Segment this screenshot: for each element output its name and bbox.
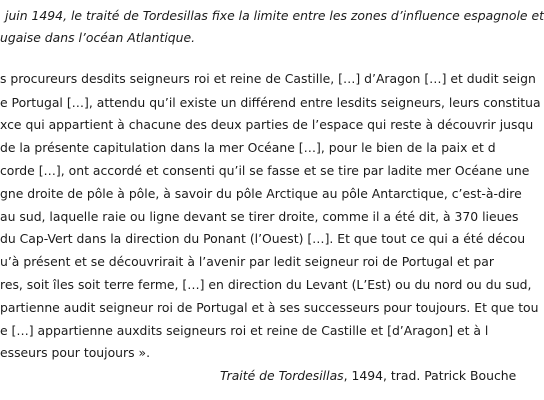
quote-line: u’à présent et se découvrirait à l’avenir par ledit seigneur roi de Portugal et par (0, 254, 494, 269)
source-citation (220, 368, 516, 383)
quote-line: corde […], ont accordé et consenti qu’il se fasse et se tire par ladite mer Océane une (0, 163, 530, 178)
quote-line: xce qui appartient à chacune des deux parties de l’espace qui reste à découvrir jusqu (0, 117, 534, 132)
source-title: Traité de Tordesillas (220, 368, 344, 383)
quote-line: e Portugal […], attendu qu’il existe un différend entre lesdits seigneurs, leurs constitua (0, 95, 541, 110)
intro-line-2: ugaise dans l’océan Atlantique. (0, 30, 196, 45)
quote-line: au sud, laquelle raie ou ligne devant se tirer droite, comme il a été dit, à 370 lieues (0, 209, 519, 224)
quote-line: res, soit îles soit terre ferme, […] en direction du Levant (L’Est) ou du nord ou du sud, (0, 277, 532, 292)
quote-line: de la présente capitulation dans la mer Océane […], pour le bien de la paix et d (0, 140, 496, 155)
source-details: , 1494, trad. Patrick Bouche (343, 368, 517, 383)
quote-line: du Cap-Vert dans la direction du Ponant (l’Ouest) […]. Et que tout ce qui a été décou (0, 231, 526, 246)
quote-line: s procureurs desdits seigneurs roi et reine de Castille, […] d’Aragon […] et dudit seign (0, 71, 536, 86)
quote-line: gne droite de pôle à pôle, à savoir du pôle Arctique au pôle Antarctique, c’est-à-dire (0, 186, 522, 201)
quote-line: partienne audit seigneur roi de Portugal et à ses successeurs pour toujours. Et que tou (0, 300, 539, 315)
quote-line: esseurs pour toujours ». (0, 345, 151, 360)
intro-line-1: juin 1494, le traité de Tordesillas fixe la limite entre les zones d’influence espagnole et (5, 8, 544, 23)
quote-line: e […] appartienne auxdits seigneurs roi et reine de Castille et [d’Aragon] et à l (0, 323, 489, 338)
